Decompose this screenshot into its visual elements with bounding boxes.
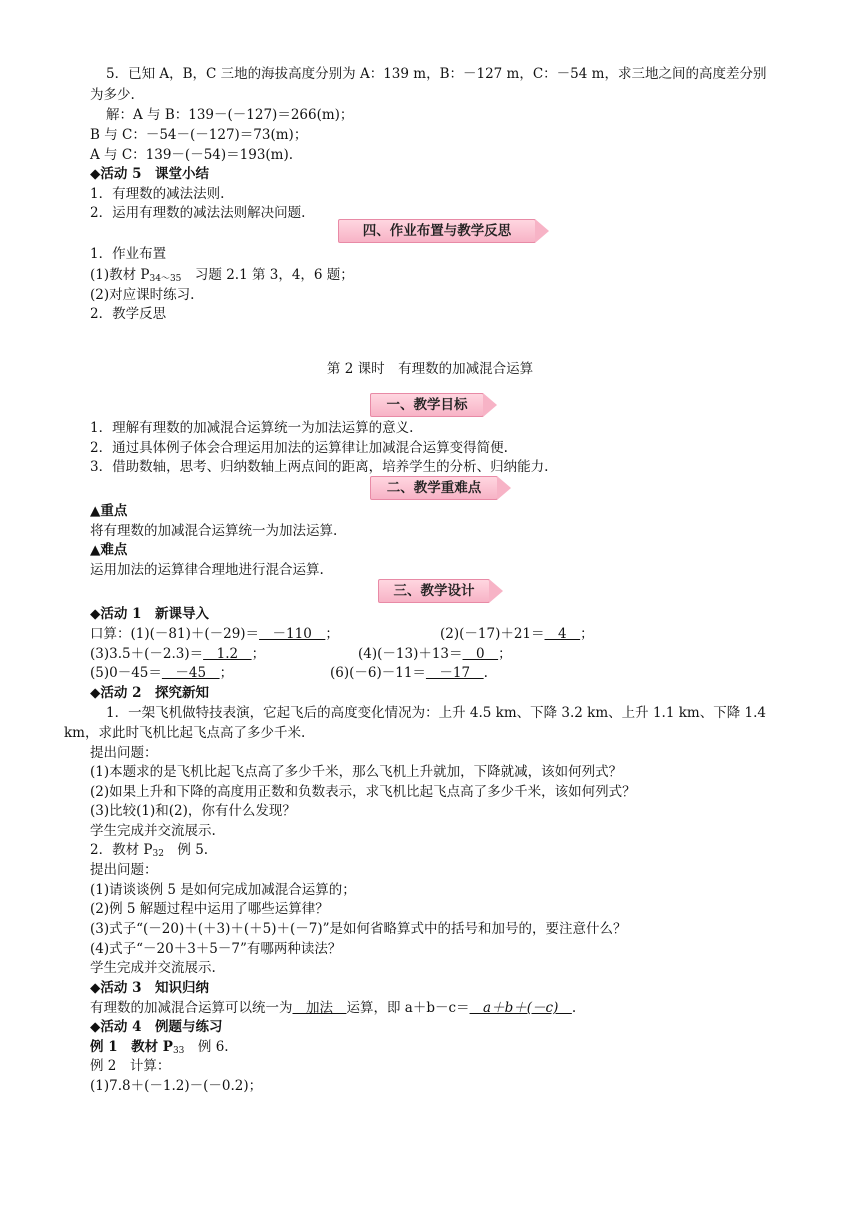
question-2: (2)如果上升和下降的高度用正数和负数表示，求飞机比起飞点高了多少千米，该如何列式？ bbox=[90, 784, 636, 800]
question-r1: (1)请谈谈例 5 是如何完成加减混合运算的； bbox=[90, 882, 356, 898]
activity-2-heading: ◆活动 2 探究新知 bbox=[90, 685, 209, 701]
solution-line-3: A 与 C：139－(－54)＝193(m). bbox=[90, 147, 294, 163]
difficulty-heading: ▲难点 bbox=[90, 542, 128, 558]
calc-6: (6)(－6)－11＝ －17 . bbox=[330, 665, 488, 681]
plane-problem-line-1: 1．一架飞机做特技表演，它起飞后的高度变化情况为：上升 4.5 km、下降 3.2 km、上升 1.1 km、下降 1.4 bbox=[106, 705, 766, 721]
goal-3: 3．借助数轴，思考、归纳数轴上两点间的距离，培养学生的分析、归纳能力. bbox=[90, 459, 549, 475]
question-r3: (3)式子“(－20)＋(＋3)＋(＋5)＋(－7)”是如何省略算式中的括号和加号的，要注意什么？ bbox=[90, 921, 627, 937]
key-heading: ▲重点 bbox=[90, 503, 128, 519]
problem-5-line-1: 5．已知 A，B，C 三地的海拔高度分别为 A：139 m，B：－127 m，C：－54 m，求三地之间的高度差分别 bbox=[106, 66, 767, 82]
key-text: 将有理数的加减混合运算统一为加法运算. bbox=[90, 523, 338, 539]
textbook-example-5: 2．教材 $P_{32}$ 例 5. bbox=[90, 842, 209, 859]
activity-3-heading: ◆活动 3 知识归纳 bbox=[90, 980, 209, 996]
banner-key-points: 二、教学重难点 bbox=[370, 476, 498, 500]
goal-1: 1．理解有理数的加减混合运算统一为加法运算的意义. bbox=[90, 420, 414, 436]
example-2: 例 2 计算： bbox=[90, 1058, 171, 1074]
question-3: (3)比较(1)和(2)，你有什么发现？ bbox=[90, 803, 296, 819]
reflection-heading: 2．教学反思 bbox=[90, 306, 167, 322]
solution-line-1: 解：A 与 B：139－(－127)＝266(m)； bbox=[106, 107, 354, 123]
banner-homework: 四、作业布置与教学反思 bbox=[338, 219, 536, 243]
summary-item-1: 1．有理数的减法法则. bbox=[90, 186, 225, 202]
homework-item-2: (2)对应课时练习. bbox=[90, 287, 195, 303]
calc-4: (4)(－13)＋13＝ 0 ； bbox=[358, 646, 512, 662]
banner-design: 三、教学设计 bbox=[378, 579, 490, 603]
ask-heading-1: 提出问题： bbox=[90, 745, 158, 761]
question-r4: (4)式子“－20＋3＋5－7”有哪两种读法？ bbox=[90, 941, 342, 957]
banner-objectives: 一、教学目标 bbox=[370, 393, 484, 417]
question-r2: (2)例 5 解题过程中运用了哪些运算律？ bbox=[90, 901, 329, 917]
activity-5-heading: ◆活动 5 课堂小结 bbox=[90, 166, 209, 182]
summary-item-2: 2．运用有理数的减法法则解决问题. bbox=[90, 205, 306, 221]
ask-heading-2: 提出问题： bbox=[90, 862, 158, 878]
difficulty-text: 运用加法的运算律合理地进行混合运算. bbox=[90, 562, 324, 578]
problem-5-line-2: 为多少. bbox=[90, 87, 135, 103]
lesson-title: 第 2 课时 有理数的加减混合运算 bbox=[326, 361, 534, 377]
activity-4-heading: ◆活动 4 例题与练习 bbox=[90, 1019, 223, 1035]
calc-2: (2)(－17)＋21＝ 4 ； bbox=[440, 626, 594, 642]
activity-1-heading: ◆活动 1 新课导入 bbox=[90, 606, 209, 622]
student-display-2: 学生完成并交流展示. bbox=[90, 960, 216, 976]
example-2-part-1: (1)7.8＋(－1.2)－(－0.2)； bbox=[90, 1078, 263, 1094]
calc-1: 口算：(1)(－81)＋(－29)＝ －110 ； bbox=[90, 626, 339, 642]
solution-line-2: B 与 C：－54－(－127)＝73(m)； bbox=[90, 127, 308, 143]
goal-2: 2．通过具体例子体会合理运用加法的运算律让加减混合运算变得简便. bbox=[90, 440, 508, 456]
question-1: (1)本题求的是飞机比起飞点高了多少千米，那么飞机上升就加，下降就减，该如何列式？ bbox=[90, 764, 623, 780]
plane-problem-line-2: km，求此时飞机比起飞点高了多少千米. bbox=[64, 725, 306, 741]
student-display-1: 学生完成并交流展示. bbox=[90, 823, 216, 839]
calc-5: (5)0－45＝ －45 ； bbox=[90, 665, 234, 681]
homework-item-1: (1)教材 $P_{34\sim 35}$ 习题 2.1 第 3，4，6 题； bbox=[90, 267, 354, 284]
knowledge-summary: 有理数的加减混合运算可以统一为 加法 运算，即 a＋b－c＝ a＋b＋(－c) . bbox=[90, 1000, 577, 1016]
homework-heading: 1．作业布置 bbox=[90, 246, 167, 262]
calc-3: (3)3.5＋(－2.3)＝ 1.2 ； bbox=[90, 646, 266, 662]
example-1: 例 1 教材 $P_{33}$ 例 6. bbox=[90, 1039, 229, 1056]
